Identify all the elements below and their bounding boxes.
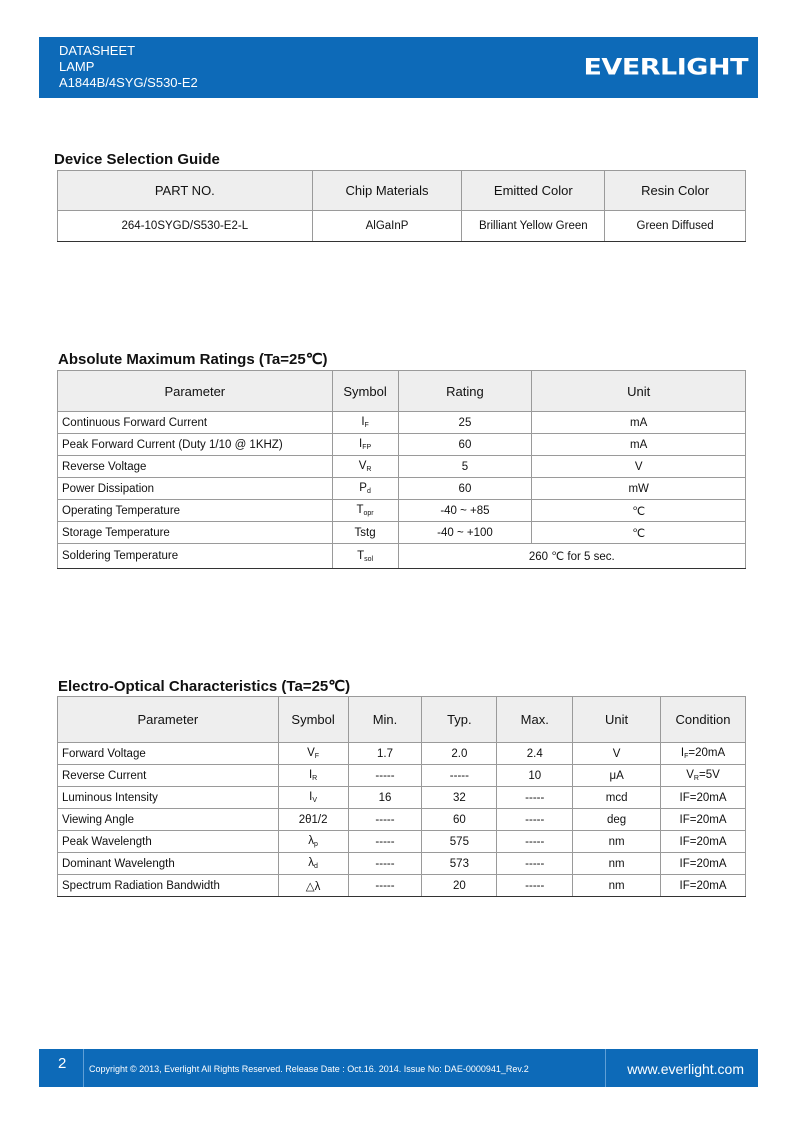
table-header-row <box>58 371 746 412</box>
symbol-cell <box>332 456 398 478</box>
symbol-text: T <box>356 504 364 516</box>
min-cell: ----- <box>348 831 422 853</box>
symbol-text: T <box>357 549 365 562</box>
symbol-text: I <box>309 791 313 803</box>
min-cell: ----- <box>348 809 422 831</box>
website-link[interactable]: www.everlight.com <box>627 1061 744 1077</box>
symbol-text: I <box>358 438 363 450</box>
symbol-subscript: F <box>314 753 320 760</box>
unit-cell: mA <box>532 434 746 456</box>
column-header: Chip Materials <box>312 171 462 211</box>
condition-text: IF=20mA <box>679 857 727 870</box>
parameter-cell: Peak Forward Current (Duty 1/10 @ 1KHZ) <box>58 434 333 456</box>
symbol-subscript: opr <box>363 510 374 517</box>
header-doc-info <box>59 43 198 91</box>
unit-cell: deg <box>573 809 661 831</box>
symbol-subscript: sol <box>364 555 374 563</box>
symbol-cell <box>332 412 398 434</box>
unit-cell: nm <box>573 831 661 853</box>
table-row <box>58 544 746 569</box>
rating-cell: -40 ~ +100 <box>398 522 532 544</box>
condition-text: IF=20mA <box>679 791 727 804</box>
max-cell: ----- <box>497 787 573 809</box>
symbol-subscript: FP <box>362 444 372 451</box>
column-header: Parameter <box>58 697 279 743</box>
condition-rest: =20mA <box>688 747 726 759</box>
column-header: Unit <box>532 371 746 412</box>
symbol-cell <box>332 500 398 522</box>
typ-cell: 2.0 <box>422 743 497 765</box>
max-cell: ----- <box>497 875 573 897</box>
table-row <box>58 211 746 242</box>
max-cell: ----- <box>497 831 573 853</box>
table-row <box>58 831 746 853</box>
condition-text: I <box>680 747 685 759</box>
condition-text: IF=20mA <box>679 813 727 826</box>
footer-divider <box>83 1049 84 1087</box>
min-cell: ----- <box>348 853 422 875</box>
parameter-cell: Viewing Angle <box>58 809 279 831</box>
parameter-cell: Power Dissipation <box>58 478 333 500</box>
table-row <box>58 875 746 897</box>
condition-text: IF=20mA <box>679 835 727 848</box>
typ-cell: 573 <box>422 853 497 875</box>
condition-text: IF=20mA <box>679 879 727 892</box>
condition-cell <box>661 809 746 831</box>
typ-cell: 20 <box>422 875 497 897</box>
symbol-text: Tstg <box>354 526 376 539</box>
unit-cell: mW <box>532 478 746 500</box>
symbol-subscript: d <box>314 863 318 870</box>
table-row <box>58 765 746 787</box>
symbol-subscript: F <box>364 422 369 429</box>
symbol-text: I <box>308 769 313 781</box>
unit-cell: nm <box>573 853 661 875</box>
table-cell: AlGaInP <box>312 211 462 242</box>
column-header: Max. <box>497 697 573 743</box>
min-cell: 1.7 <box>348 743 422 765</box>
condition-subscript: R <box>693 775 699 782</box>
table-cell: Brilliant Yellow Green <box>462 211 605 242</box>
max-cell: 10 <box>497 765 573 787</box>
table-header-row <box>58 171 746 211</box>
condition-cell <box>661 831 746 853</box>
unit-cell: ℃ <box>532 522 746 544</box>
table-row <box>58 434 746 456</box>
condition-cell <box>661 765 746 787</box>
header-line-datasheet: DATASHEET <box>59 43 136 58</box>
column-header: Resin Color <box>605 171 746 211</box>
unit-cell: μA <box>573 765 661 787</box>
condition-cell <box>661 787 746 809</box>
max-cell: ----- <box>497 853 573 875</box>
page-header <box>39 37 758 98</box>
symbol-subscript: R <box>312 775 318 782</box>
symbol-cell <box>332 522 398 544</box>
everlight-logo: EVERLIGHT <box>583 54 748 81</box>
symbol-text: P <box>359 482 367 494</box>
typ-cell: 575 <box>422 831 497 853</box>
rating-cell: 5 <box>398 456 532 478</box>
page-number: 2 <box>58 1055 67 1072</box>
column-header: Emitted Color <box>462 171 605 211</box>
table-row <box>58 478 746 500</box>
unit-cell: V <box>532 456 746 478</box>
symbol-cell <box>332 434 398 456</box>
symbol-cell <box>278 853 348 875</box>
symbol-cell <box>278 743 348 765</box>
typ-cell: ----- <box>422 765 497 787</box>
rating-cell: 25 <box>398 412 532 434</box>
typ-cell: 60 <box>422 809 497 831</box>
abs-max-table <box>57 370 746 569</box>
symbol-cell <box>278 831 348 853</box>
symbol-text: △λ <box>305 880 321 893</box>
parameter-cell: Operating Temperature <box>58 500 333 522</box>
symbol-text: V <box>307 747 315 759</box>
min-cell: ----- <box>348 765 422 787</box>
max-cell: ----- <box>497 809 573 831</box>
rating-cell: 60 <box>398 434 532 456</box>
footer-divider <box>605 1049 606 1087</box>
column-header: PART NO. <box>58 171 313 211</box>
electro-optical-title: Electro-Optical Characteristics (Ta=25℃) <box>58 678 351 695</box>
parameter-cell: Peak Wavelength <box>58 831 279 853</box>
condition-subscript: F <box>684 753 689 760</box>
column-header: Parameter <box>58 371 333 412</box>
symbol-text: V <box>358 460 367 472</box>
abs-max-title: Absolute Maximum Ratings (Ta=25℃) <box>58 351 328 368</box>
unit-cell: mcd <box>573 787 661 809</box>
column-header: Typ. <box>422 697 497 743</box>
copyright-text: Copyright © 2013, Everlight All Rights Reserved. Release Date : Oct.16. 2014. Issue No: DAE-0000941_Rev.2 <box>89 1064 529 1074</box>
table-row <box>58 456 746 478</box>
table-row <box>58 522 746 544</box>
table-row <box>58 743 746 765</box>
symbol-text: I <box>361 416 365 428</box>
symbol-cell <box>332 478 398 500</box>
symbol-text: λ <box>308 857 315 869</box>
typ-cell: 32 <box>422 787 497 809</box>
table-row <box>58 787 746 809</box>
symbol-cell <box>278 787 348 809</box>
symbol-text: λ <box>308 835 315 847</box>
rating-cell: 260 ℃ for 5 sec. <box>398 544 745 569</box>
parameter-cell: Reverse Current <box>58 765 279 787</box>
symbol-cell <box>278 765 348 787</box>
unit-cell: nm <box>573 875 661 897</box>
condition-text: V <box>686 769 694 781</box>
table-row <box>58 412 746 434</box>
parameter-cell: Spectrum Radiation Bandwidth <box>58 875 279 897</box>
table-row <box>58 500 746 522</box>
parameter-cell: Storage Temperature <box>58 522 333 544</box>
condition-rest: =5V <box>698 769 720 781</box>
electro-optical-table <box>57 696 746 897</box>
unit-cell: ℃ <box>532 500 746 522</box>
max-cell: 2.4 <box>497 743 573 765</box>
parameter-cell: Reverse Voltage <box>58 456 333 478</box>
symbol-cell <box>332 544 398 569</box>
min-cell: 16 <box>348 787 422 809</box>
condition-cell <box>661 853 746 875</box>
column-header: Symbol <box>332 371 398 412</box>
unit-cell: V <box>573 743 661 765</box>
parameter-cell: Luminous Intensity <box>58 787 279 809</box>
column-header: Min. <box>348 697 422 743</box>
symbol-subscript: p <box>314 841 318 848</box>
symbol-text: 2θ1/2 <box>298 813 328 826</box>
table-cell: 264-10SYGD/S530-E2-L <box>58 211 313 242</box>
header-line-lamp: LAMP <box>59 59 95 74</box>
header-line-part: A1844B/4SYG/S530-E2 <box>59 75 198 90</box>
page-footer <box>39 1049 758 1087</box>
symbol-subscript: d <box>366 488 371 495</box>
condition-cell <box>661 875 746 897</box>
min-cell: ----- <box>348 875 422 897</box>
table-row <box>58 809 746 831</box>
symbol-cell <box>278 809 348 831</box>
parameter-cell: Forward Voltage <box>58 743 279 765</box>
symbol-cell <box>278 875 348 897</box>
rating-cell: 60 <box>398 478 532 500</box>
table-header-row <box>58 697 746 743</box>
column-header: Symbol <box>278 697 348 743</box>
table-row <box>58 853 746 875</box>
column-header: Condition <box>661 697 746 743</box>
column-header: Unit <box>573 697 661 743</box>
rating-cell: -40 ~ +85 <box>398 500 532 522</box>
table-cell: Green Diffused <box>605 211 746 242</box>
unit-cell: mA <box>532 412 746 434</box>
symbol-subscript: V <box>312 797 318 804</box>
page-number-box <box>39 1049 83 1087</box>
parameter-cell: Continuous Forward Current <box>58 412 333 434</box>
column-header: Rating <box>398 371 532 412</box>
parameter-cell: Soldering Temperature <box>58 544 333 569</box>
device-selection-table <box>57 170 746 242</box>
symbol-subscript: R <box>366 466 372 473</box>
device-selection-title: Device Selection Guide <box>54 151 220 168</box>
parameter-cell: Dominant Wavelength <box>58 853 279 875</box>
condition-cell <box>661 743 746 765</box>
